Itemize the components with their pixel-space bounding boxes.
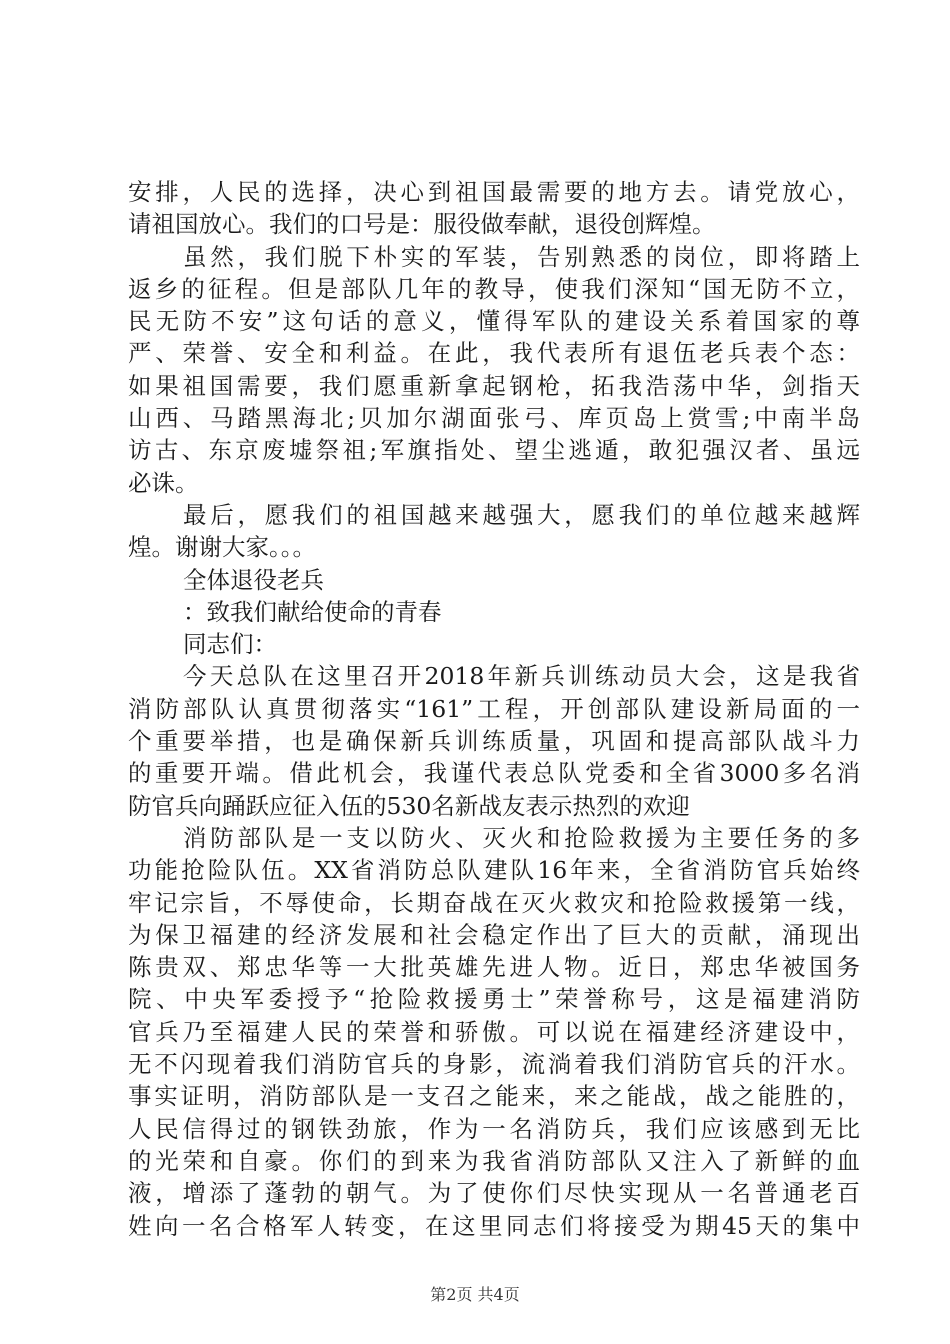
text-line: 院、中央军委授予“抢险救援勇士”荣誉称号，这是福建消防 bbox=[128, 985, 860, 1014]
text-line: 官兵乃至福建人民的荣誉和骄傲。可以说在福建经济建设中， bbox=[128, 1017, 860, 1046]
text-line: 访古、东京废墟祭祖;军旗指处、望尘逃遁，敢犯强汉者、虽远 bbox=[128, 436, 860, 465]
document-body bbox=[128, 176, 860, 1242]
text-line: 功能抢险队伍。XX省消防总队建队16年来，全省消防官兵始终 bbox=[128, 856, 860, 885]
text-line: 姓向一名合格军人转变，在这里同志们将接受为期45天的集中 bbox=[128, 1211, 860, 1240]
text-line: 返乡的征程。但是部队几年的教导，使我们深知“国无防不立， bbox=[128, 274, 860, 303]
text-line: 请祖国放心。我们的口号是：服役做奉献，退役创辉煌。 bbox=[128, 210, 716, 239]
text-line: 消防部队认真贯彻落实“161”工程，开创部队建设新局面的一 bbox=[128, 694, 860, 723]
text-line: 人民信得过的钢铁劲旅，作为一名消防兵，我们应该感到无比 bbox=[128, 1114, 860, 1143]
text-line: 如果祖国需要，我们愿重新拿起钢枪，拓我浩荡中华，剑指天 bbox=[128, 371, 860, 400]
text-line: 同志们： bbox=[183, 630, 277, 659]
text-line: 的重要开端。借此机会，我谨代表总队党委和全省3000多名消 bbox=[128, 759, 860, 788]
text-line: ：致我们献给使命的青春 bbox=[183, 597, 442, 626]
text-line: 个重要举措，也是确保新兵训练质量，巩固和提高部队战斗力 bbox=[128, 727, 860, 756]
page-footer: 第2页 共4页 bbox=[430, 1285, 520, 1304]
text-line: 全体退役老兵 bbox=[183, 565, 324, 594]
text-line: 煌。谢谢大家。。。 bbox=[128, 533, 316, 562]
text-line: 无不闪现着我们消防官兵的身影，流淌着我们消防官兵的汗水。 bbox=[128, 1050, 860, 1079]
text-line: 牢记宗旨，不辱使命，长期奋战在灭火救灾和抢险救援第一线， bbox=[128, 888, 860, 917]
text-line: 事实证明，消防部队是一支召之能来，来之能战，战之能胜的， bbox=[128, 1082, 860, 1111]
text-line: 严、荣誉、安全和利益。在此，我代表所有退伍老兵表个态： bbox=[128, 339, 860, 368]
text-line: 必诛。 bbox=[128, 468, 199, 497]
text-line: 液，增添了蓬勃的朝气。为了使你们尽快实现从一名普通老百 bbox=[128, 1179, 860, 1208]
text-line: 今天总队在这里召开2018年新兵训练动员大会，这是我省 bbox=[183, 662, 860, 691]
text-line: 为保卫福建的经济发展和社会稳定作出了巨大的贡献，涌现出 bbox=[128, 920, 860, 949]
text-line: 山西、马踏黑海北;贝加尔湖面张弓、库页岛上赏雪;中南半岛 bbox=[128, 404, 860, 433]
text-line: 最后，愿我们的祖国越来越强大，愿我们的单位越来越辉 bbox=[183, 500, 860, 529]
text-line: 民无防不安”这句话的意义，懂得军队的建设关系着国家的尊 bbox=[128, 307, 860, 336]
text-line: 防官兵向踊跃应征入伍的530名新战友表示热烈的欢迎 bbox=[128, 791, 690, 820]
text-line: 陈贵双、郑忠华等一大批英雄先进人物。近日，郑忠华被国务 bbox=[128, 953, 860, 982]
text-line: 的光荣和自豪。你们的到来为我省消防部队又注入了新鲜的血 bbox=[128, 1146, 860, 1175]
text-line: 安排，人民的选择，决心到祖国最需要的地方去。请党放心， bbox=[128, 178, 860, 206]
text-line: 虽然，我们脱下朴实的军装，告别熟悉的岗位，即将踏上 bbox=[183, 242, 860, 271]
text-line: 消防部队是一支以防火、灭火和抢险救援为主要任务的多 bbox=[183, 823, 860, 852]
